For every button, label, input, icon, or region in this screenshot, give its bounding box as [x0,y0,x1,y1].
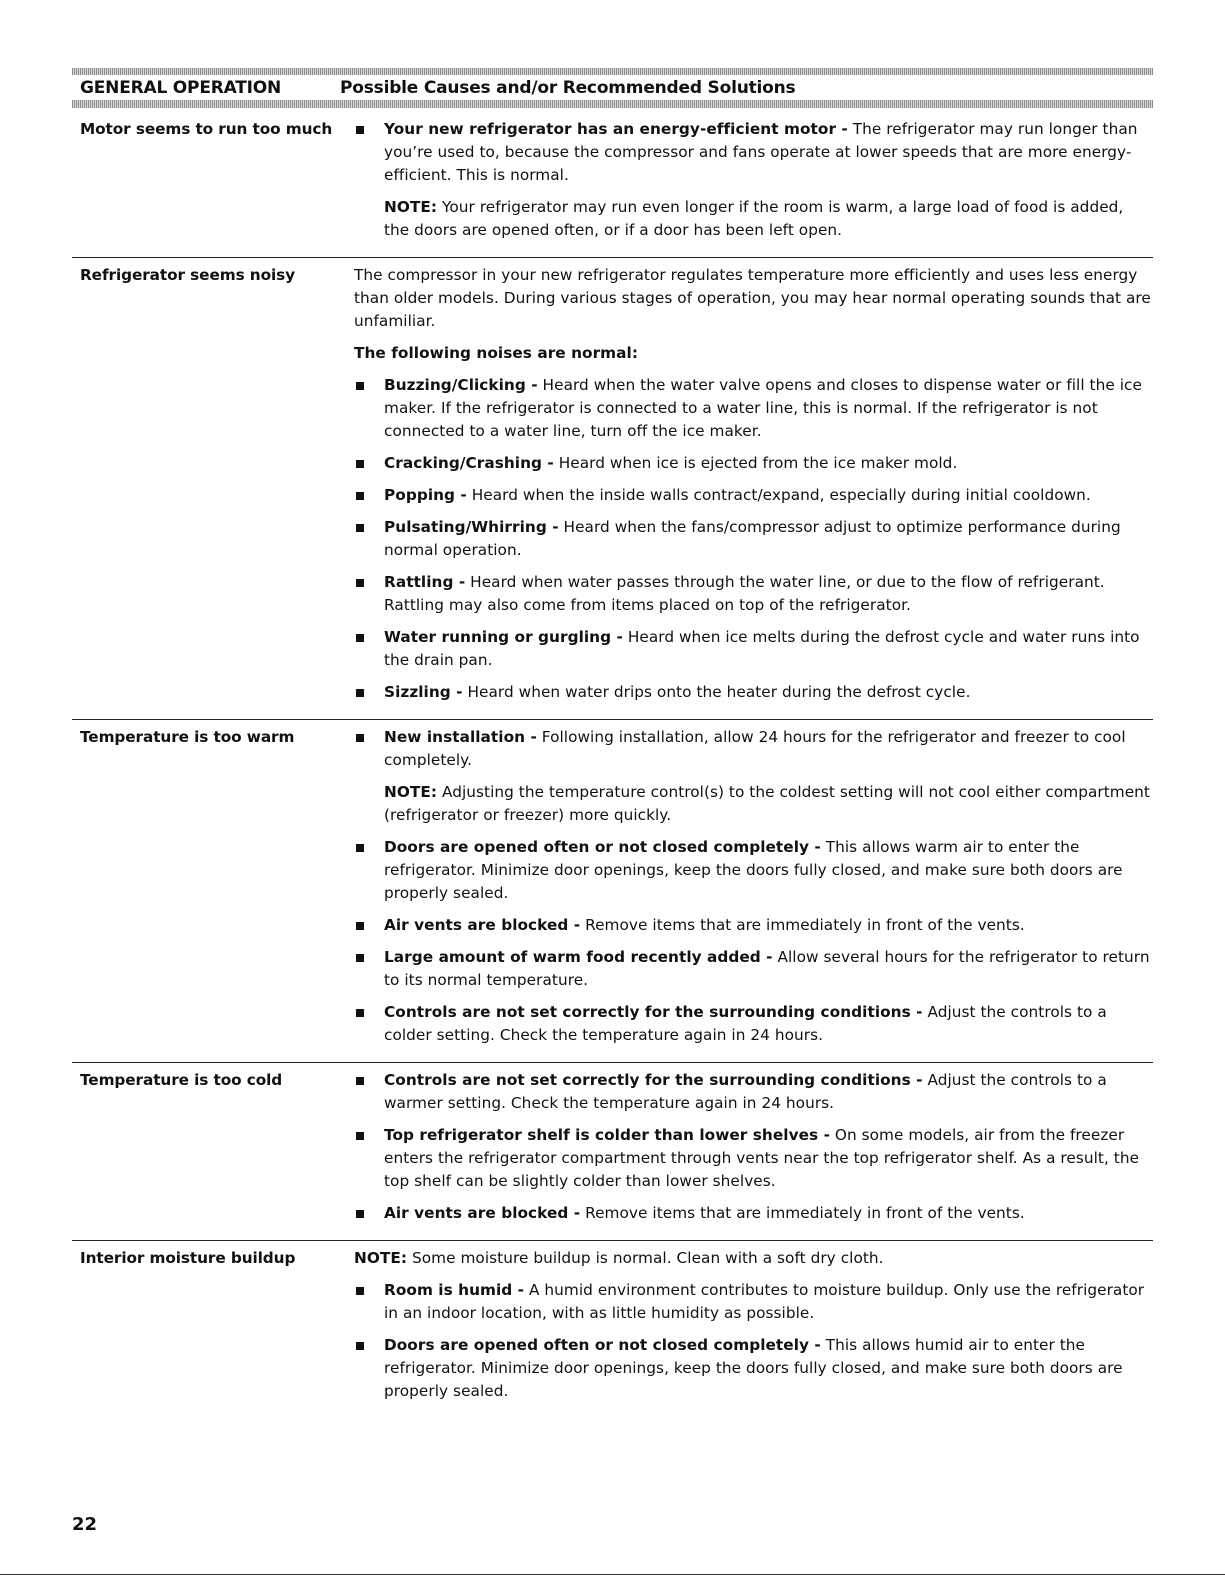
solutions-cell [346,726,1151,1056]
solution-text [384,836,1151,905]
solution-body: Adjusting the temperature control(s) to the coldest setting will not cool either compartment (refrigerator or freezer) more quickly. [384,783,1150,824]
solution-text [384,1279,1151,1325]
solution-heading: Rattling - [384,573,466,591]
square-bullet-icon [346,1279,384,1325]
table-row [72,257,1153,719]
solution-item [346,571,1151,617]
problem-label: Temperature is too cold [80,1071,283,1089]
solution-item [346,836,1151,905]
solution-text [384,484,1151,507]
problem-label: Temperature is too warm [80,728,295,746]
table-header [72,77,1153,100]
solution-heading: NOTE: [354,1249,408,1267]
square-bullet-icon [346,516,384,562]
square-bullet-icon [346,1069,384,1115]
solution-body: A humid environment contributes to moisture buildup. Only use the refrigerator in an indoor location, with as little humidity as possible. [384,1281,1145,1322]
square-bullet-icon [346,836,384,905]
solution-item [346,118,1151,187]
header-rule-bottom [72,100,1153,108]
solution-text [384,1069,1151,1115]
solution-text [384,374,1151,443]
solution-body: Heard when water drips onto the heater during the defrost cycle. [462,683,971,701]
solution-heading: Top refrigerator shelf is colder than lower shelves - [384,1126,830,1144]
solution-item [346,1334,1151,1403]
solution-heading: Controls are not set correctly for the surrounding conditions - [384,1003,923,1021]
solution-body: Heard when water passes through the water line, or due to the flow of refrigerant. Rattling may also come from items placed on top of the refrigerator. [384,573,1105,614]
solution-body: Heard when ice melts during the defrost cycle and water runs into the drain pan. [384,628,1140,669]
solution-body: Heard when the water valve opens and closes to dispense water or fill the ice maker. If the refrigerator is connected to a water line, this is normal. If the refrigerator is not connected to a water line, turn off the ice maker. [384,376,1142,440]
solution-body: Heard when the fans/compressor adjust to optimize performance during normal operation. [384,518,1121,559]
solution-body: Adjust the controls to a colder setting. Check the temperature again in 24 hours. [384,1003,1107,1044]
solution-heading: Air vents are blocked - [384,916,581,934]
problem-label: Refrigerator seems noisy [80,266,296,284]
solution-heading: Room is humid - [384,1281,525,1299]
solution-heading: Pulsating/Whirring - [384,518,559,536]
solution-body: The compressor in your new refrigerator regulates temperature more efficiently and uses less energy than older models. During various stages of operation, you may hear normal operating sounds that are unfamiliar. [354,266,1151,330]
table-row [72,1062,1153,1240]
solution-text [384,1334,1151,1403]
solutions-cell [346,1247,1151,1412]
solution-body: Heard when the inside walls contract/expand, especially during initial cooldown. [466,486,1091,504]
solution-body: Following installation, allow 24 hours for the refrigerator and freezer to cool completely. [384,728,1126,769]
solution-body: Heard when ice is ejected from the ice maker mold. [553,454,958,472]
solutions-cell [346,1069,1151,1234]
solution-heading: The following noises are normal: [354,344,639,362]
solution-heading: Controls are not set correctly for the surrounding conditions - [384,1071,923,1089]
solution-text [384,1001,1151,1047]
header-general-operation: GENERAL OPERATION [80,78,282,98]
solution-text [384,1202,1151,1225]
solution-item [346,1124,1151,1193]
table-row [72,112,1153,257]
solution-body: Remove items that are immediately in front of the vents. [580,1204,1025,1222]
header-rule-top [72,68,1153,75]
solution-item [346,946,1151,992]
solution-heading: Doors are opened often or not closed completely - [384,838,821,856]
solution-body: Adjust the controls to a warmer setting. Check the temperature again in 24 hours. [384,1071,1107,1112]
solution-heading: NOTE: [384,783,438,801]
solution-text [384,571,1151,617]
solution-item [346,1202,1151,1225]
solution-body: The refrigerator may run longer than you’re used to, because the compressor and fans operate at lower speeds that are more energy-efficient. This is normal. [384,120,1138,184]
solution-body: This allows warm air to enter the refrigerator. Minimize door openings, keep the doors fully closed, and make sure both doors are properly sealed. [384,838,1123,902]
square-bullet-icon [346,1124,384,1193]
square-bullet-icon [346,946,384,992]
solution-heading: Your new refrigerator has an energy-efficient motor - [384,120,848,138]
solution-item [346,452,1151,475]
solution-heading: Buzzing/Clicking - [384,376,538,394]
square-bullet-icon [346,452,384,475]
paragraph [354,1247,1151,1270]
table-row [72,1240,1153,1418]
solution-heading: Popping - [384,486,467,504]
solution-heading: Large amount of warm food recently added - [384,948,773,966]
problem-label: Motor seems to run too much [80,120,333,138]
square-bullet-icon [346,1202,384,1225]
solutions-cell [346,118,1151,251]
solution-heading: New installation - [384,728,537,746]
solution-item [346,626,1151,672]
square-bullet-icon [346,484,384,507]
solution-item [346,484,1151,507]
solution-body: On some models, air from the freezer enters the refrigerator compartment through vents near the top refrigerator shelf. As a result, the top shelf can be slightly colder than lower shelves. [384,1126,1140,1190]
solutions-cell [346,264,1151,713]
page-number: 22 [72,1514,98,1535]
solution-text [384,1124,1151,1193]
square-bullet-icon [346,1334,384,1403]
note-paragraph [384,781,1151,827]
square-bullet-icon [346,626,384,672]
solution-body: This allows humid air to enter the refrigerator. Minimize door openings, keep the doors fully closed, and make sure both doors are properly sealed. [384,1336,1123,1400]
solution-item [346,1279,1151,1325]
square-bullet-icon [346,726,384,772]
solution-text [384,681,1151,704]
solution-item [346,914,1151,937]
solution-heading: NOTE: [384,198,438,216]
solution-item [346,681,1151,704]
solution-heading: Water running or gurgling - [384,628,623,646]
table-row [72,719,1153,1062]
solution-body: Allow several hours for the refrigerator to return to its normal temperature. [384,948,1150,989]
solution-heading: Doors are opened often or not closed completely - [384,1336,821,1354]
solution-body: Remove items that are immediately in front of the vents. [580,916,1025,934]
solution-text [384,516,1151,562]
solution-heading: Cracking/Crashing - [384,454,554,472]
solution-item [346,516,1151,562]
square-bullet-icon [346,1001,384,1047]
paragraph [354,342,1151,365]
square-bullet-icon [346,681,384,704]
square-bullet-icon [346,914,384,937]
solution-item [346,1001,1151,1047]
square-bullet-icon [346,374,384,443]
troubleshooting-table [72,112,1153,1418]
solution-item [346,374,1151,443]
solution-body: Your refrigerator may run even longer if the room is warm, a large load of food is added, the doors are opened often, or if a door has been left open. [384,198,1124,239]
paragraph [354,264,1151,333]
page-bottom-rule [0,1574,1225,1575]
solution-text [384,946,1151,992]
solution-item [346,726,1151,772]
solution-text [384,726,1151,772]
solution-text [384,914,1151,937]
solution-text [384,626,1151,672]
solution-text [384,118,1151,187]
header-causes-solutions: Possible Causes and/or Recommended Solutions [340,78,796,98]
solution-heading: Sizzling - [384,683,463,701]
solution-text [384,452,1151,475]
solution-heading: Air vents are blocked - [384,1204,581,1222]
square-bullet-icon [346,571,384,617]
solution-item [346,1069,1151,1115]
square-bullet-icon [346,118,384,187]
note-paragraph [384,196,1151,242]
problem-label: Interior moisture buildup [80,1249,296,1267]
solution-body: Some moisture buildup is normal. Clean with a soft dry cloth. [407,1249,884,1267]
